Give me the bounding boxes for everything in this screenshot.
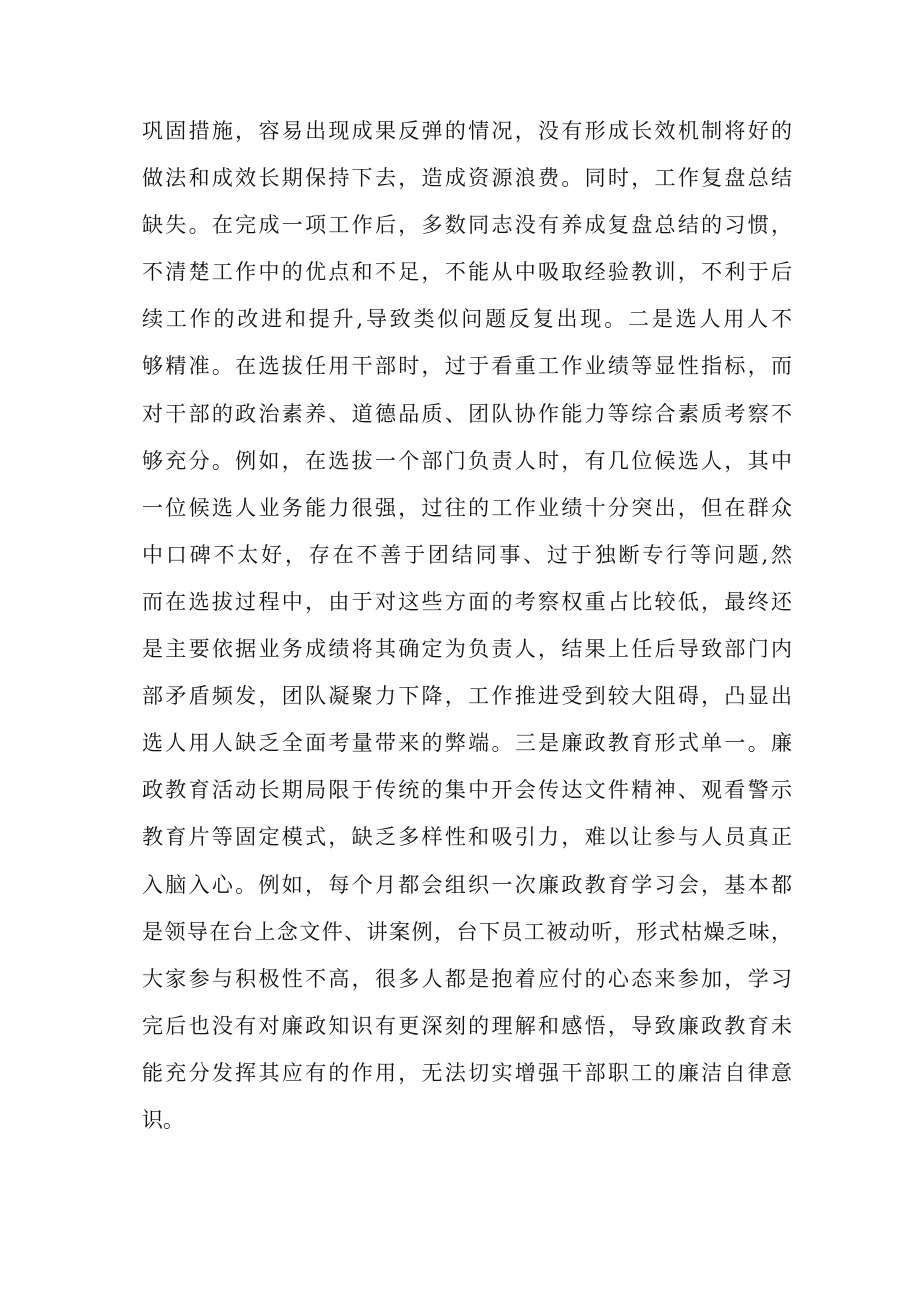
text-line: 能充分发挥其应有的作用，无法切实增强干部职工的廉洁自律意 [142,1060,792,1085]
text-line: 对干部的政治素养、道德品质、团队协作能力等综合素质考察不 [142,401,792,426]
text-line: 入脑入心。例如，每个月都会组织一次廉政教育学习会，基本都 [142,872,792,897]
text-line: 识。 [142,1107,184,1132]
text-line: 是主要依据业务成绩将其确定为负责人，结果上任后导致部门内 [142,637,792,662]
text-line: 是领导在台上念文件、讲案例，台下员工被动听，形式枯燥乏味， [142,919,792,944]
text-line: 够充分。例如，在选拔一个部门负责人时，有几位候选人，其中 [142,448,792,473]
body-paragraph [142,108,792,1144]
text-line: 大家参与积极性不高，很多人都是抱着应付的心态来参加，学习 [142,966,792,991]
text-line: 不清楚工作中的优点和不足，不能从中吸取经验教训，不利于后 [142,260,792,285]
text-line: 够精准。在选拔任用干部时，过于看重工作业绩等显性指标，而 [142,354,792,379]
text-line: 一位候选人业务能力很强，过往的工作业绩十分突出，但在群众 [142,495,792,520]
text-line: 做法和成效长期保持下去，造成资源浪费。同时，工作复盘总结 [142,166,792,191]
text-line: 巩固措施，容易出现成果反弹的情况，没有形成长效机制将好的 [142,119,792,143]
text-line: 政教育活动长期局限于传统的集中开会传达文件精神、观看警示 [142,778,792,803]
text-line: 续工作的改进和提升,导致类似问题反复出现。二是选人用人不 [142,307,792,332]
text-line: 部矛盾频发，团队凝聚力下降，工作推进受到较大阻碍，凸显出 [142,684,792,709]
text-line: 而在选拔过程中，由于对这些方面的考察权重占比较低，最终还 [142,589,792,614]
text-line: 教育片等固定模式，缺乏多样性和吸引力，难以让参与人员真正 [142,825,792,850]
text-line: 选人用人缺乏全面考量带来的弊端。三是廉政教育形式单一。廉 [142,731,792,756]
text-line: 缺失。在完成一项工作后，多数同志没有养成复盘总结的习惯， [142,213,792,238]
text-line: 完后也没有对廉政知识有更深刻的理解和感悟，导致廉政教育未 [142,1013,792,1038]
text-line: 中口碑不太好，存在不善于团结同事、过于独断专行等问题,然 [142,542,792,567]
